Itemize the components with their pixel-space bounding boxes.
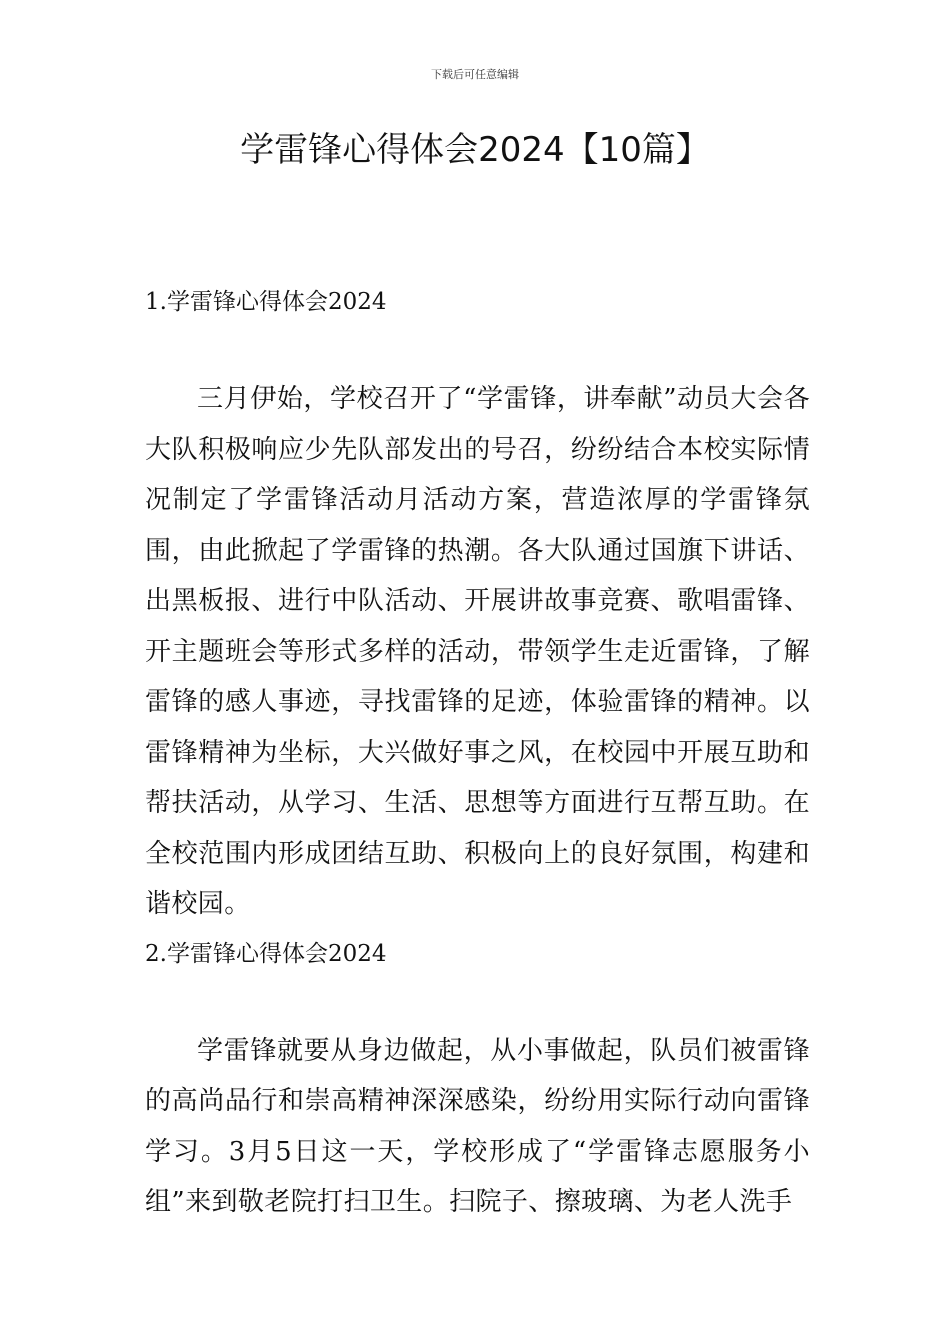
- document-title: 学雷锋心得体会2024【10篇】: [240, 130, 710, 170]
- section-heading-2: 2.学雷锋心得体会2024: [145, 940, 387, 967]
- section-paragraph-1: 三月伊始，学校召开了“学雷锋，讲奉献”动员大会各大队积极响应少先队部发出的号召，纷纷结合本校实际情况制定了学雷锋活动月活动方案，营造浓厚的学雷锋氛围，由此掀起了学雷锋的热潮。各大队通过国旗下讲话、出黑板报、进行中队活动、开展讲故事竞赛、歌唱雷锋、开主题班会等形式多样的活动，带领学生走近雷锋，了解雷锋的感人事迹，寻找雷锋的足迹，体验雷锋的精神。以雷锋精神为坐标，大兴做好事之风，在校园中开展互助和帮扶活动，从学习、生活、思想等方面进行互帮互助。在全校范围内形成团结互助、积极向上的良好氛围，构建和谐校园。: [145, 384, 810, 919]
- section-heading-1: 1.学雷锋心得体会2024: [145, 289, 387, 315]
- document-body: [145, 282, 810, 1228]
- header-note: 下载后可任意编辑: [431, 68, 519, 81]
- section-paragraph-2: 学雷锋就要从身边做起，从小事做起，队员们被雷锋的高尚品行和崇高精神深深感染，纷纷用实际行动向雷锋学习。3月5日这一天，学校形成了“学雷锋志愿服务小组”来到敬老院打扫卫生。扫院子、擦玻璃、为老人洗手: [145, 1035, 810, 1217]
